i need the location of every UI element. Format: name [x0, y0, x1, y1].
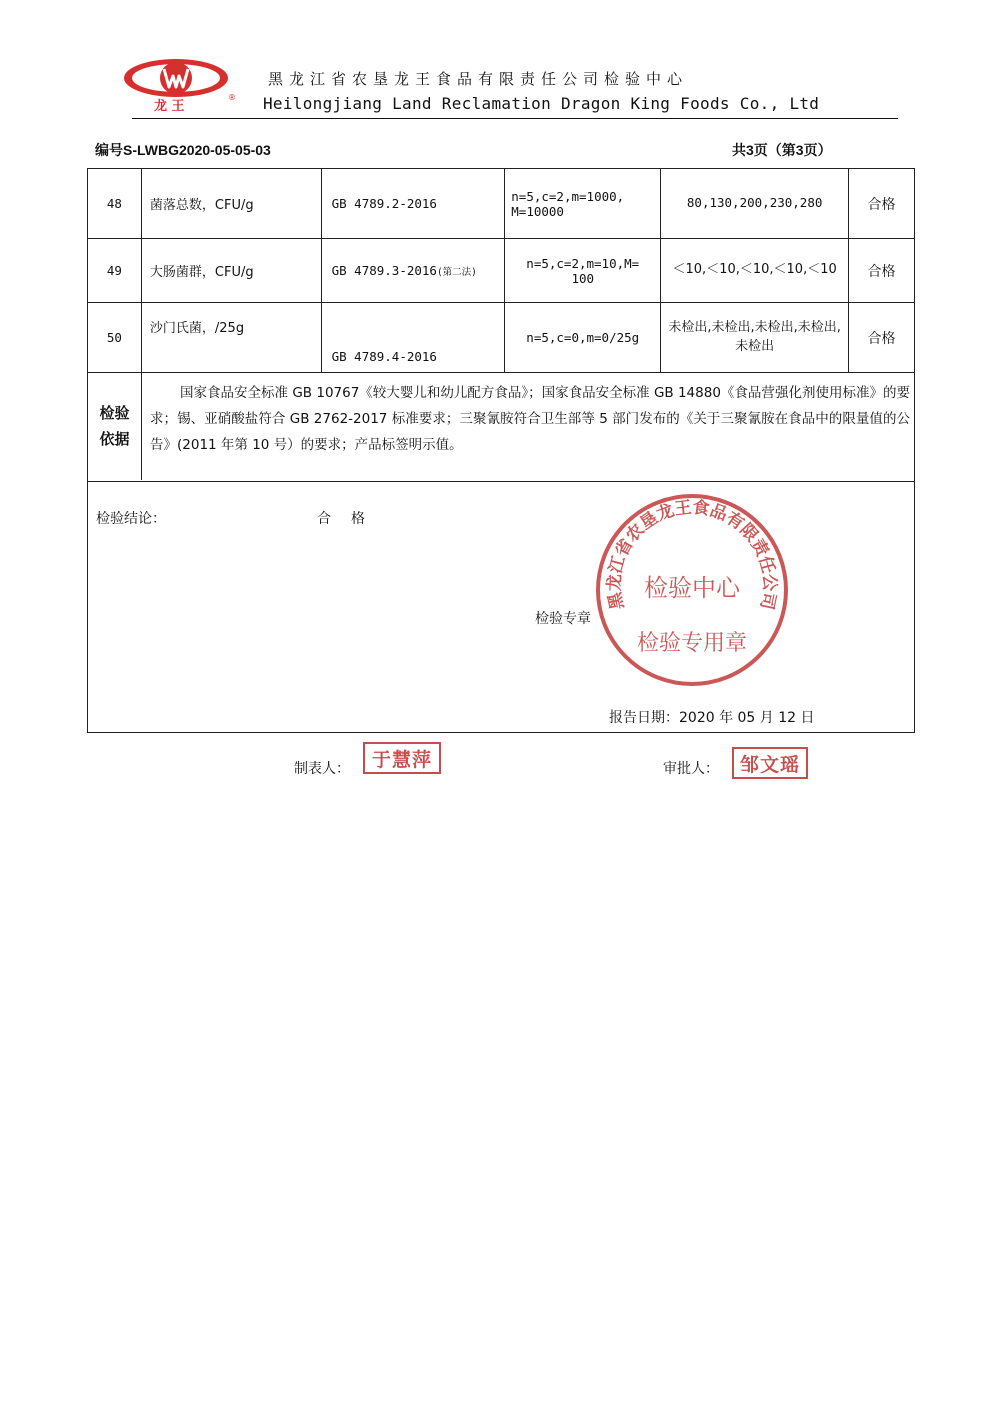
test-item-label: 菌落总数，CFU/g: [149, 198, 254, 213]
seal-ring-text: 黑龙江省农垦龙王食品有限责任公司: [604, 497, 780, 612]
basis-label-line2: 依据: [99, 430, 130, 448]
table-row: [88, 169, 915, 239]
basis-label-line1: 检验: [99, 403, 130, 422]
test-item: [141, 239, 321, 303]
sampling-plan-line2: 100: [571, 270, 595, 286]
report-date: 报告日期：2020 年 05 月 12 日: [609, 710, 815, 726]
sampling-plan-line1: n=5,c=2,m=1000,: [511, 188, 625, 204]
table-row: [88, 239, 915, 303]
approver-signature-stamp: 邹文瑶: [732, 747, 808, 779]
maker-signature-stamp: 于慧萍: [363, 742, 441, 774]
judgement: 合格: [849, 303, 915, 373]
judgement: 合格: [849, 239, 915, 303]
row-number: 49: [88, 239, 142, 303]
inspection-basis-section: [87, 372, 915, 482]
approver-label: 审批人：: [663, 761, 719, 777]
test-standard-label: GB 4789.4-2016: [331, 349, 437, 364]
seal-line1: 检验中心: [644, 574, 740, 602]
company-logo: [118, 56, 242, 112]
inspection-basis-text: 国家食品安全标准 GB 10767《较大婴儿和幼儿配方食品》；国家食品安全标准 GB 14880《食品营强化剂使用标准》的要求；锡、亚硝酸盐符合 GB 2762-2017 标准要求；三聚氰胺符合卫生部等 5 部门发布的《关于三聚氰胺在食品中的限量值的公告》(2011 年第 10 号）的要求；产品标签明示值。: [150, 385, 910, 453]
company-name-cn: 黑龙江省农垦龙王食品有限责任公司检验中心: [268, 70, 689, 88]
table-row: [88, 303, 915, 373]
conclusion-label: 检验结论：: [96, 511, 166, 527]
test-result: 80,130,200,230,280: [661, 169, 849, 239]
maker-label: 制表人：: [294, 761, 350, 777]
chop-label: 检验专章: [535, 611, 591, 627]
seal-line2: 检验专用章: [636, 631, 748, 656]
sampling-plan-line1: n=5,c=0,m=0/25g: [526, 330, 640, 345]
test-result: 未检出,未检出,未检出,未检出,未检出: [661, 303, 849, 373]
inspection-seal: [592, 490, 792, 690]
test-standard-note: (第二法): [436, 267, 477, 278]
conclusion-value: 合格: [317, 511, 385, 527]
results-table: [87, 168, 915, 373]
sampling-plan: [505, 303, 661, 373]
test-standard: [321, 239, 505, 303]
sampling-plan-line2: M=10000: [511, 203, 564, 219]
test-standard: [321, 169, 505, 239]
test-item-label: 沙门氏菌，/25g: [149, 321, 245, 336]
test-item: [141, 169, 321, 239]
header-divider: [132, 118, 898, 119]
row-number: 48: [88, 169, 142, 239]
row-number: 50: [88, 303, 142, 373]
test-item-label: 大肠菌群，CFU/g: [149, 265, 254, 280]
sampling-plan: [505, 239, 661, 303]
sampling-plan: [505, 169, 661, 239]
document-number: 编号S-LWBG2020-05-05-03: [95, 142, 271, 158]
test-standard: [321, 303, 505, 373]
inspection-basis-label: [88, 372, 142, 480]
sampling-plan-line1: n=5,c=2,m=10,M=: [526, 255, 640, 271]
logo-text: 龙 王: [154, 99, 185, 112]
page-info: 共3页（第3页）: [732, 142, 832, 158]
test-item: [141, 303, 321, 373]
test-standard-label: GB 4789.2-2016: [331, 196, 437, 211]
company-name-en: Heilongjiang Land Reclamation Dragon King Foods Co., Ltd: [263, 94, 820, 113]
judgement: 合格: [849, 169, 915, 239]
test-standard-label: GB 4789.3-2016: [331, 263, 437, 278]
test-result: ＜10,＜10,＜10,＜10,＜10: [661, 239, 849, 303]
svg-text:®: ®: [228, 93, 236, 102]
